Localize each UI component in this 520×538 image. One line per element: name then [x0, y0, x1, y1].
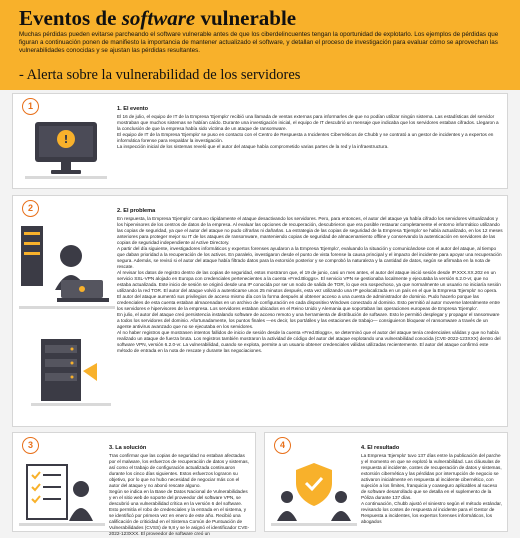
card-problem — [12, 195, 508, 427]
illustration-ransomware-screen — [21, 118, 111, 186]
card-1-paragraph: La inspección inicial de los sistemas reveló que el autor del ataque había comprometido varias partes de la red y la infraestructura. — [117, 144, 389, 149]
card-1-paragraph: El 16 de julio, el equipo de IT de la Empresa 'Ejemplo' recibió una llamada de ventas externas para informarles de que no podían utilizar ningún sistema. Las estadísticas del servidor mostraban que muchos sistemas se habían caído. Durante una investigación inicial, el equipo de IT descubrió un mensaje que indicaba que los servidores estaban cifrados. Llegaron a la conclusión de que la empresa había sido víctima de un ataque de ransomware. — [117, 114, 499, 131]
illustration-hacker-laptop — [19, 220, 115, 320]
card-3-body — [109, 453, 251, 536]
card-3-title: 3. La solución — [109, 445, 147, 451]
intro-text: Muchas pérdidas pueden evitarse parcheando el software vulnerable antes de que los ciberdelincuentes tengan la oportunidad de explotarlo. Los ejemplos de pérdidas que figuran a continuación ponen de manifiesto la importancia de mantener actualizado el software, y detallan el proceso de investigación para evaluar cómo se aprovechan las vulnerabilidades conocidas y se ajustan las pérdidas resultantes. — [19, 31, 499, 55]
card-2-paragraph: Al revisar los datos de registro dentro de las copias de seguridad, estos mostraron que, el 19 de junio, casi un mes antes, el autor del ataque inició sesión desde IP.XXX.XX.202 en un servicio SSL-VPN alojado en Europa con credenciales pertenecientes a la cuenta «Fred.Bloggs». El servicio VPN se gestionaba localmente y ejecutaba la versión 6.2.0-vr, que no estaba actualizada. Este inicio de sesión se originó desde una IP conocida por ser un nodo de salida de TOR, lo que era sospechoso, ya que normalmente un usuario no iniciaría sesión utilizando la red TOR. El autor del ataque volvió a autenticarse unos 25 minutos después, esta vez utilizando una IP geolocalizada en un país en el que la Empresa 'Ejemplo' no opera. — [117, 270, 501, 293]
card-4-paragraph: La Empresa 'Ejemplo' tuvo 137 días entre la publicación del parche y el momento en que se explotó la vulnerabilidad. Las cláusulas de respuesta al incidente, costes de recuperación de datos y sistemas, extorsión cibernética y las pérdidas por interrupción de negocio se activaron inicialmente en respuesta al incidente cibernético, con sujeción a los límites, franquicia y coaseguro aplicables al suceso de software desarrollado que se detalla en el suplemento de la Póliza durante 137 días. — [361, 453, 502, 500]
card-1-body — [117, 114, 503, 186]
card-1-paragraph: El equipo de IT de la Empresa 'Ejemplo' se puso en contacto con el Centro de Respuesta a Incidentes Cibernéticos de Chubb y se contrató a un gestor de incidentes y a expertos en informática forense para respaldar la investigación. — [117, 132, 494, 143]
step-badge-2: 2 — [22, 200, 39, 217]
card-2-paragraph: En julio, el autor del ataque creó persistencia instalando software de acceso remoto y una herramienta de distribución de software. Esto le permitió desplegar y propagar el ransomware a todos los servidores del dominio. Afortunadamente, los puntos finales —es decir, los portátiles y las estaciones de trabajo— consiguieron bloquear el ransomware a través de un agente antivirus avanzado que no se ejecutaba en los servidores. — [117, 312, 500, 329]
step-badge-1: 1 — [22, 98, 39, 115]
step-badge-3: 3 — [22, 437, 39, 454]
card-event — [12, 93, 508, 189]
step-badge-4: 4 — [274, 437, 291, 454]
card-4-title: 4. El resultado — [361, 445, 400, 451]
illustration-server-rack — [31, 331, 111, 411]
card-solution — [12, 432, 256, 536]
card-2-paragraph: A partir del día siguiente, investigadores informáticos y expertos forenses ayudaron a la Empresa 'Ejemplo', evaluando la situación y comunicándose con el autor del ataque, al tiempo que daban prioridad a la recuperación de los activos. En paralelo, investigaron desde el punto de vista forense la causa principal y el impacto del incidente para apoyar una recuperación segura. Además, se revisó si el autor del ataque había filtrado datos para la extorsión posterior y se comprobó la naturaleza y la cantidad de datos, según se afirmaba en la nota de rescate. — [117, 246, 502, 269]
card-4-paragraph: A continuación, Chubb ajustó el siniestro según el método estándar, revisando los costes de respuesta al incidente para el Gestor de Respuesta a incidentes, los expertos forenses informáticos, los abogados — [361, 501, 502, 524]
card-1-title: 1. El evento — [117, 106, 149, 112]
section-subtitle: - Alerta sobre la vulnerabilidad de los servidores — [19, 67, 301, 83]
card-2-paragraph: El autor del ataque aumentó sus privilegios de acceso mismo día con la forma después al obtener acceso a una cuenta de administrador de dominio. Pudo hacerlo porque las credenciales de esta cuenta estaban almacenadas en un archivo de configuración en cada dispositivo Windows conectado al dominio. Esto permitió al autor moverse lateralmente entre los servidores e hipervisores de la empresa. Los servidores estaban ubicados en el Reino Unido y Alemania que soportaban las operaciones europeas de Empresa 'Ejemplo'. — [117, 294, 501, 311]
page-title: Eventos de software vulnerable — [19, 6, 297, 30]
card-2-paragraph: Al no haber registros que mostrasen intentos fallidos de inicio de sesión desde la cuenta «Fred.Bloggs», se determinó que el autor del ataque tenía credenciales válidas y que no había realizado un ataque de fuerza bruta. Los registros también mostraron la actividad de código del autor del ataque explotando una vulnerabilidad conocida (CVE-2022-123XXX) dentro del software VPN, versión 6.2.0-vr. La vulnerabilidad, cuando se explota, permite a un usuario obtener credenciales válidas utilizadas recientemente. El autor del ataque confirmó este método de entrada en la nota de rescate y durante las negociaciones. — [117, 330, 501, 353]
illustration-shield-team — [271, 459, 357, 533]
card-2-body — [117, 216, 503, 424]
card-2-paragraph: En respuesta, la Empresa 'Ejemplo' contuvo rápidamente el ataque desactivando los servidores. Pero, para entonces, el autor del ataque ya había cifrado los servidores virtualizados y los hipervisores de los centros de datos de la empresa. Al evaluar las opciones de recuperación, descubrieron que era posible restaurar completamente el entorno informático utilizando las copias de seguridad, ya que el autor del ataque no pudo cifrarlas ni dañarlas. La estrategia de las copias de seguridad de la Empresa 'Ejemplo' se había actualizado, en los 12 meses anteriores para proteger mejor su IT de los ataques de ransomware, manteniendo copias de seguridad de almacenamiento offline y conservando la autenticación en servidores de las copias de seguridad independiente al Active Directory. — [117, 216, 503, 245]
card-result — [264, 432, 508, 532]
card-3-paragraph: Tras confirmar que las copias de seguridad no estaban afectadas por el malware, los esfuerzos de recuperación de datos y sistemas, así como el trabajo de configuración actualizada continuaron durante los cinco días siguientes. Estos esfuerzos lograron su objetivo, por lo que no hubo necesidad de negociar más con el autor del ataque y no abonó rescate alguno. — [109, 453, 249, 488]
card-4-body — [361, 453, 503, 531]
svg-text:!: ! — [63, 133, 69, 146]
card-3-paragraph: Según se indica en la Base de Datos Nacional de Vulnerabilidades y en el sitio web de soporte del proveedor del software VPN, se descubrió una vulnerabilidad crítica en la versión 6 del software. Esto permitía el robo de credenciales y la entrada en el sistema, y se identificó por primera vez en enero de este año. Recibió una calificación de criticidad en el Sistema Común de Puntuación de Vulnerabilidades (CVSS) de 9,8 y se le asignó el identificador CVE-2022-123XXX. El proveedor de software creó un — [109, 489, 250, 536]
illustration-checklist — [19, 459, 105, 533]
card-2-title: 2. El problema — [117, 208, 156, 214]
